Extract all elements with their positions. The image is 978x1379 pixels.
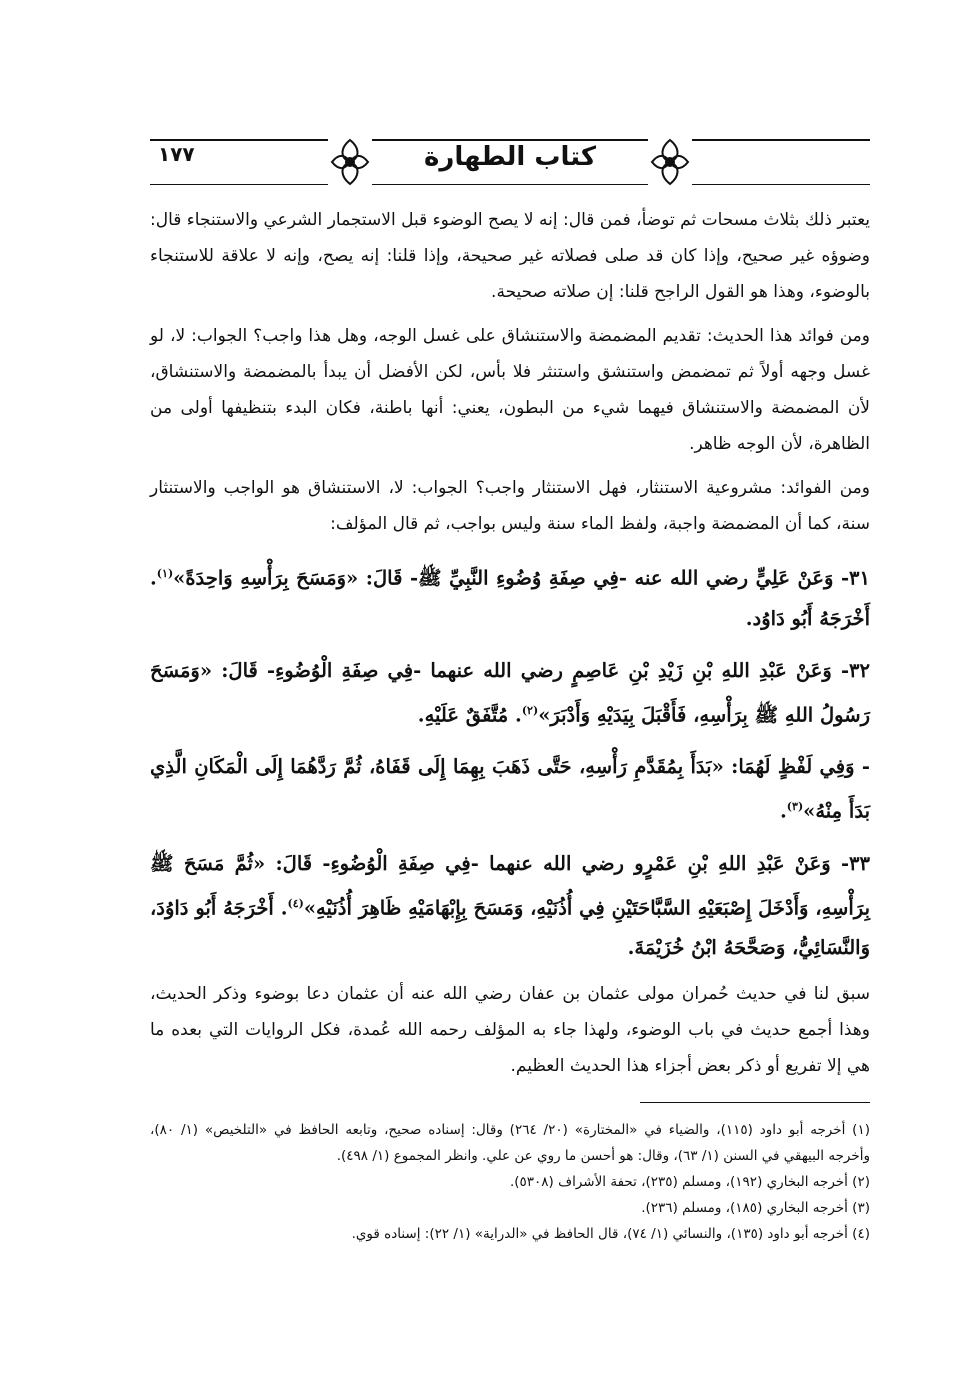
paragraph: ومن فوائد هذا الحديث: تقديم المضمضة والاستنشاق على غسل الوجه، وهل هذا واجب؟ الجواب: لا، لو غسل وجهه أولاً ثم تمضمض واستنشق واستنثر فلا بأس، لكن الأفضل أن يبدأ بالمضمضة والاستنشاق، لأن المضمضة والاستنشاق فيهما شيء من البطون، يعني: أنها باطنة، فكان البدء بتنظيفها أولى من الظاهرة، لأن الوجه ظاهر. [150,326,870,454]
footnote: (٢) أخرجه البخاري (١٩٢)، ومسلم (٢٣٥)، تحفة الأشراف (٥٣٠٨). [509,1174,870,1190]
paragraph: ومن الفوائد: مشروعية الاستنثار، فهل الاستنثار واجب؟ الجواب: لا، الاستنشاق هو الواجب والاستنثار سنة، كما أن المضمضة واجبة، ولفظ الماء سنة وليس بواجب، ثم قال المؤلف: [150,478,870,534]
footnote-divider [640,1102,870,1103]
body-text [150,202,870,1084]
footnote-ref[interactable]: (١) [156,567,174,580]
footnote-ref[interactable]: (٤) [287,896,304,910]
footnotes [150,1117,870,1247]
footnote: (٤) أخرجه أبو داود (١٣٥)، والنسائي (١/ ٧٤)، قال الحافظ في «الدراية» (١/ ٢٢): إسناده قوي. [351,1226,870,1242]
page-number: ١٧٧ [154,142,199,166]
paragraph: يعتبر ذلك بثلاث مسحات ثم توضأ، فمن قال: إنه لا يصح الوضوء قبل الاستجمار الشرعي والاستنجاء قال: وضوؤه غير صحيح، وإذا كان قد صلى فصلاته غير صحيحة، وإذا قلنا: إنه يصح، وإنه لا علاقة للاستنجاء بالوضوء، وهذا هو القول الراجح قلنا: إن صلاته صحيحة. [150,210,870,302]
floral-ornament-icon [328,136,372,188]
page-header [150,132,870,190]
footnote-ref[interactable]: (٢) [521,703,539,717]
hadith-text: ٣٢- وَعَنْ عَبْدِ اللهِ بْنِ زَيْدِ بْنِ عَاصِمٍ رضي الله عنهما -فِي صِفَةِ الْوُضُوءِ- قَالَ: «وَمَسَحَ رَسُولُ اللهِ ﷺ بِرَأْسِهِ، فَأَقْبَلَ بِيَدَيْهِ وَأَدْبَرَ» [150,658,870,726]
footnote: (١) أخرجه أبو داود (١١٥)، والضياء في «المختارة» (٢٠/ ٢٦٤) وقال: إسناده صحيح، وتابعه الحافظ في «التلخيص» (١/ ٨٠)، وأخرجه البيهقي في السنن (١/ ٦٣)، وقال: هو أحسن ما روي عن علي. وانظر المجموع (١/ ٤٩٨). [150,1122,870,1164]
hadith-33 [150,844,870,969]
hadith-source: . [780,799,787,823]
footnote: (٣) أخرجه البخاري (١٨٥)، ومسلم (٢٣٦). [641,1200,870,1216]
footnote-ref[interactable]: (٣) [786,800,804,813]
hadith-text: ٣٣- وَعَنْ عَبْدِ اللهِ بْنِ عَمْرٍو رضي الله عنهما -فِي صِفَةِ الْوُضُوءِ- قَالَ: «ثُمَّ مَسَحَ ﷺ بِرَأْسِهِ، وَأَدْخَلَ إِصْبَعَيْهِ السَّبَّاحَتَيْنِ فِي أُذُنَيْهِ، وَمَسَحَ بِإِبْهَامَيْهِ ظَاهِرَ أُذُنَيْهِ» [150,851,870,919]
hadith-32 [150,651,870,736]
hadith-text: - وَفِي لَفْظٍ لَهُمَا: «بَدَأَ بِمُقَدَّمِ رَأْسِهِ، حَتَّى ذَهَبَ بِهِمَا إِلَى قَفَاهُ، ثُمَّ رَدَّهُمَا إِلَى الْمَكَانِ الَّذِي بَدَأَ مِنْهُ» [150,755,870,823]
header-rule-bottom [150,184,870,185]
header-rule-top [150,139,870,141]
hadith-source: . أَخْرَجَهُ أَبُو دَاوُدَ، وَالنَّسَائِيُّ، وَصَحَّحَهُ ابْنُ خُزَيْمَةَ. [150,896,870,959]
hadith-32-variant [150,747,870,832]
hadith-31 [150,554,870,639]
book-page [150,132,870,1312]
page-title: كتاب الطهارة [418,142,602,172]
hadith-text: ٣١- وَعَنْ عَلِيٍّ رضي الله عنه -فِي صِفَةِ وُضُوءِ النَّبِيِّ ﷺ- قَالَ: «وَمَسَحَ بِرَأْسِهِ وَاحِدَةً» [173,566,870,590]
hadith-source: . أَخْرَجَهُ أَبُو دَاوُد. [150,566,870,630]
closing-paragraph: سبق لنا في حديث حُمران مولى عثمان بن عفان رضي الله عنه أن عثمان دعا بوضوء وذكر الحديث، وهذا أجمع حديث في باب الوضوء، ولهذا جاء به المؤلف رحمه الله عُمدة، فكل الروايات التي بعده ما هي إلا تفريع أو ذكر بعض أجزاء هذا الحديث العظيم. [150,984,870,1076]
hadith-source: . مُتَّفَقٌ عَلَيْهِ. [417,703,522,726]
floral-ornament-icon [648,136,692,188]
